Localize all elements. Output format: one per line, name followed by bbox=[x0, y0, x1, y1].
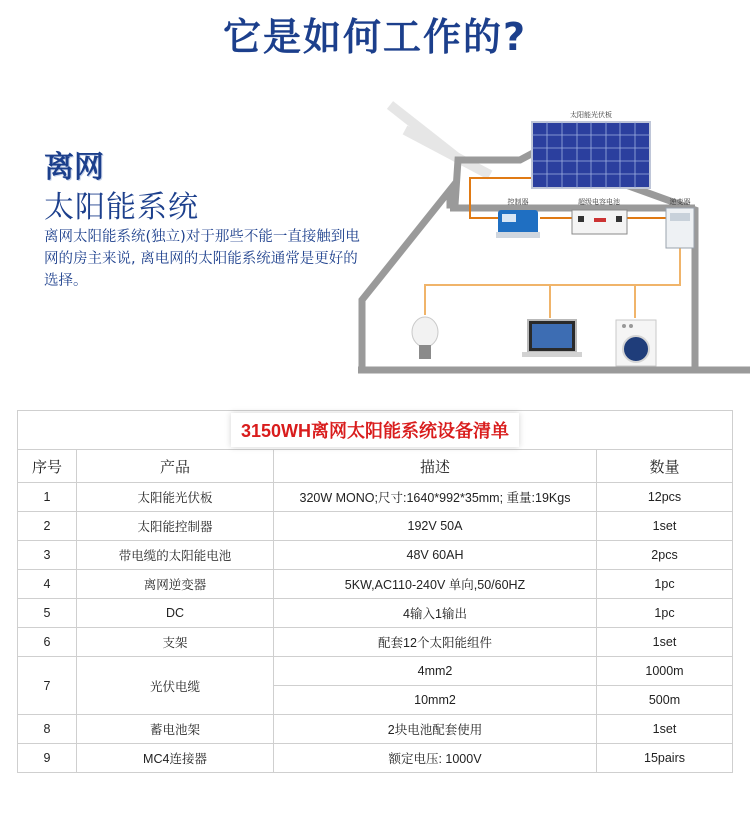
row-description: 2块电池配套使用 bbox=[274, 715, 597, 744]
column-header-quantity: 数量 bbox=[597, 450, 733, 483]
table-row bbox=[18, 657, 733, 686]
page-title: 它是如何工作的? bbox=[222, 15, 528, 59]
column-header-product: 产品 bbox=[77, 450, 274, 483]
row-product: 光伏电缆 bbox=[77, 657, 274, 715]
table-row bbox=[18, 715, 733, 744]
row-quantity: 1set bbox=[597, 715, 733, 744]
row-number: 1 bbox=[18, 483, 77, 512]
row-quantity: 1pc bbox=[597, 599, 733, 628]
table-row bbox=[18, 541, 733, 570]
row-description: 4mm2 bbox=[274, 657, 597, 686]
row-quantity: 500m bbox=[597, 686, 733, 715]
hero-description: 离网太阳能系统(独立)对于那些不能一直接触到电网的房主来说, 离电网的太阳能系统通常是更好的选择。 bbox=[44, 229, 360, 289]
inverter-icon bbox=[666, 208, 694, 248]
row-quantity: 1set bbox=[597, 512, 733, 541]
table-row bbox=[18, 599, 733, 628]
row-product: MC4连接器 bbox=[77, 744, 274, 773]
washing-machine-icon bbox=[616, 320, 656, 366]
row-description: 额定电压: 1000V bbox=[274, 744, 597, 773]
row-quantity: 1set bbox=[597, 628, 733, 657]
row-product: 带电缆的太阳能电池 bbox=[77, 541, 274, 570]
row-product: DC bbox=[77, 599, 274, 628]
light-bulb-icon bbox=[412, 317, 438, 359]
row-product: 支架 bbox=[77, 628, 274, 657]
equipment-list-table bbox=[17, 410, 733, 773]
table-header-row bbox=[18, 450, 733, 483]
offgrid-system-diagram bbox=[350, 100, 750, 390]
controller-icon bbox=[496, 210, 540, 238]
light-rays bbox=[390, 105, 490, 175]
row-number: 4 bbox=[18, 570, 77, 599]
row-quantity: 1pc bbox=[597, 570, 733, 599]
table-caption-row bbox=[18, 411, 733, 450]
row-quantity: 2pcs bbox=[597, 541, 733, 570]
solar-panel-label: 太阳能光伏板 bbox=[570, 111, 612, 119]
laptop-icon bbox=[522, 320, 582, 357]
row-number: 2 bbox=[18, 512, 77, 541]
battery-label: 超级电容电池 bbox=[578, 198, 620, 206]
row-description: 48V 60AH bbox=[274, 541, 597, 570]
row-number: 9 bbox=[18, 744, 77, 773]
row-description: 192V 50A bbox=[274, 512, 597, 541]
row-description: 320W MONO;尺寸:1640*992*35mm; 重量:19Kgs bbox=[274, 483, 597, 512]
row-product: 蓄电池架 bbox=[77, 715, 274, 744]
solar-panel-icon bbox=[532, 122, 650, 188]
table-row bbox=[18, 512, 733, 541]
row-description: 5KW,AC110-240V 单向,50/60HZ bbox=[274, 570, 597, 599]
row-number: 5 bbox=[18, 599, 77, 628]
row-product: 离网逆变器 bbox=[77, 570, 274, 599]
wiring bbox=[425, 178, 680, 318]
row-product: 太阳能控制器 bbox=[77, 512, 274, 541]
hero-title-solar-system: 太阳能系统 bbox=[44, 190, 199, 225]
table-row bbox=[18, 570, 733, 599]
row-product: 太阳能光伏板 bbox=[77, 483, 274, 512]
table-caption-cell bbox=[18, 411, 733, 450]
table-row bbox=[18, 483, 733, 512]
column-header-description: 描述 bbox=[274, 450, 597, 483]
row-number: 7 bbox=[18, 657, 77, 715]
row-description: 配套12个太阳能组件 bbox=[274, 628, 597, 657]
row-number: 3 bbox=[18, 541, 77, 570]
row-number: 6 bbox=[18, 628, 77, 657]
row-description: 10mm2 bbox=[274, 686, 597, 715]
row-number: 8 bbox=[18, 715, 77, 744]
row-description: 4输入1输出 bbox=[274, 599, 597, 628]
row-quantity: 15pairs bbox=[597, 744, 733, 773]
row-quantity: 1000m bbox=[597, 657, 733, 686]
controller-label: 控制器 bbox=[507, 198, 529, 206]
row-quantity: 12pcs bbox=[597, 483, 733, 512]
table-row bbox=[18, 628, 733, 657]
table-row bbox=[18, 744, 733, 773]
column-header-no: 序号 bbox=[18, 450, 77, 483]
battery-icon bbox=[572, 210, 627, 234]
inverter-label: 逆变器 bbox=[669, 198, 691, 206]
table-caption: 3150WH离网太阳能系统设备清单 bbox=[231, 413, 519, 447]
hero-title-offgrid: 离网 bbox=[44, 150, 104, 185]
